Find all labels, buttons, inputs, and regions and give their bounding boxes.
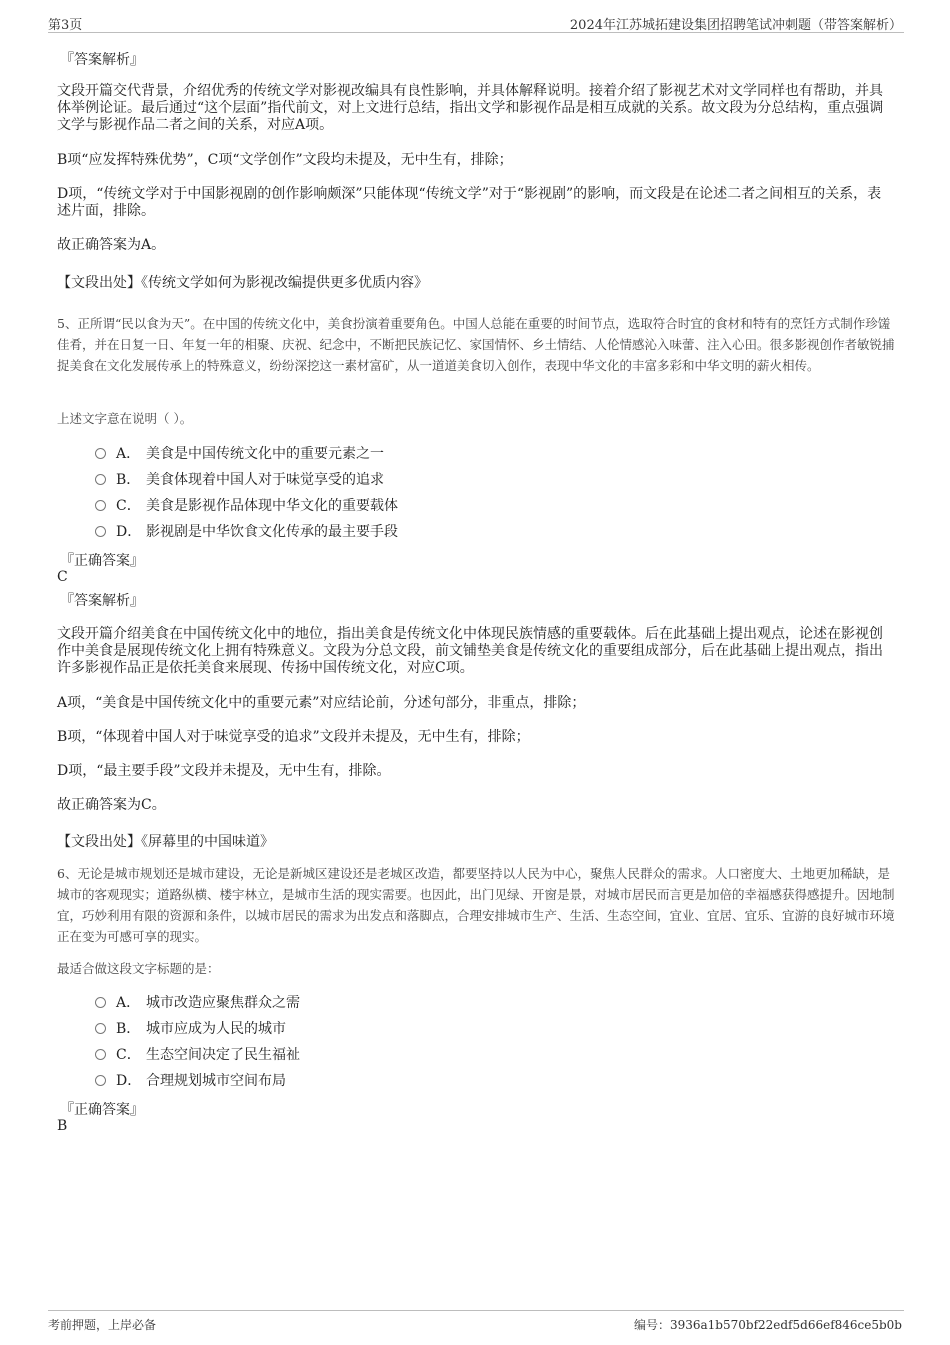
radio-icon[interactable] [95, 1049, 106, 1060]
correct-answer-label: 『正确答案』 [60, 553, 144, 569]
correct-answer: C [57, 569, 68, 585]
analysis-conclusion: 故正确答案为A。 [57, 237, 166, 253]
analysis-paragraph: B项，“体现着中国人对于味觉享受的追求”文段并未提及，无中生有，排除； [57, 729, 530, 745]
question-prompt: 最适合做这段文字标题的是： [57, 961, 220, 976]
page-number: 第3页 [48, 18, 83, 33]
option-b[interactable]: B． 美食体现着中国人对于味觉享受的追求 [95, 471, 384, 489]
analysis-paragraph: 文段开篇介绍美食在中国传统文化中的地位，指出美食是传统文化中体现民族情感的重要载体。后在此基础上提出观点，论述在影视创作中美食是展现传统文化上拥有特殊意义。文段为分总文段，前文铺垫美食是传统文化的重要组成部分，后在此基础上提出观点，指出许多影视作品正是依托美食来展现、传扬中国传统文化，对应C项。 [57, 626, 883, 676]
analysis-paragraph: A项，“美食是中国传统文化中的重要元素”对应结论前，分述句部分，非重点，排除； [57, 695, 586, 711]
analysis-paragraph: D项，“最主要手段”文段并未提及，无中生有，排除。 [57, 763, 391, 779]
correct-answer-label: 『正确答案』 [60, 1102, 144, 1118]
source-citation: 【文段出处】《传统文学如何为影视改编提供更多优质内容》 [57, 275, 428, 291]
option-c[interactable]: C． 生态空间决定了民生福祉 [95, 1046, 300, 1064]
document-title: 2024年江苏城拓建设集团招聘笔试冲刺题（带答案解析） [569, 18, 902, 33]
analysis-label: 『答案解析』 [60, 593, 144, 609]
analysis-paragraph: 文段开篇交代背景，介绍优秀的传统文学对影视改编具有良性影响，并具体解释说明。接着介绍了影视艺术对文学同样也有帮助，并具体举例论证。最后通过“这个层面”指代前文，对上文进行总结，指出文学和影视作品是相互成就的关系。故文段为分总结构，重点强调文学与影视作品二者之间的关系，对应A项。 [57, 83, 884, 133]
page-header [48, 14, 904, 33]
radio-icon[interactable] [95, 500, 106, 511]
document-id: 编号：3936a1b570bf22edf5d66ef846ce5b0b [633, 1318, 902, 1332]
option-a[interactable]: A． 城市改造应聚焦群众之需 [95, 994, 300, 1012]
radio-icon[interactable] [95, 997, 106, 1008]
page-footer [48, 1310, 904, 1335]
option-c[interactable]: C． 美食是影视作品体现中华文化的重要载体 [95, 497, 398, 515]
analysis-label: 『答案解析』 [60, 52, 144, 68]
footer-slogan: 考前押题，上岸必备 [48, 1318, 157, 1332]
option-b[interactable]: B． 城市应成为人民的城市 [95, 1020, 286, 1038]
analysis-conclusion: 故正确答案为C。 [57, 797, 166, 813]
source-citation: 【文段出处】《屏幕里的中国味道》 [57, 834, 274, 850]
radio-icon[interactable] [95, 474, 106, 485]
radio-icon[interactable] [95, 1075, 106, 1086]
correct-answer: B [57, 1118, 68, 1134]
radio-icon[interactable] [95, 1023, 106, 1034]
question-stem: 6、无论是城市规划还是城市建设，无论是新城区建设还是老城区改造，都要坚持以人民为中心，聚焦人民群众的需求。人口密度大、土地更加稀缺，是城市的客观现实；道路纵横、楼宇林立，是城市生活的现实需要。也因此，出门见绿、开窗是景，对城市居民而言更是加倍的幸福感获得感提升。因地制宜，巧妙利用有限的资源和条件，以城市居民的需求为出发点和落脚点，合理安排城市生产、生活、生态空间，宜业、宜居、宜乐、宜游的良好城市环境正在变为可感可享的现实。 [57, 866, 895, 944]
analysis-paragraph: B项“应发挥特殊优势”，C项“文学创作”文段均未提及，无中生有，排除； [57, 152, 513, 168]
question-prompt: 上述文字意在说明（ ）。 [57, 411, 193, 426]
analysis-paragraph: D项，“传统文学对于中国影视剧的创作影响颇深”只能体现“传统文学”对于“影视剧”的影响，而文段是在论述二者之间相互的关系，表述片面，排除。 [57, 186, 882, 219]
radio-icon[interactable] [95, 448, 106, 459]
option-d[interactable]: D． 合理规划城市空间布局 [95, 1072, 286, 1090]
option-d[interactable]: D． 影视剧是中华饮食文化传承的最主要手段 [95, 523, 398, 541]
radio-icon[interactable] [95, 526, 106, 537]
question-stem: 5、正所谓“民以食为天”。在中国的传统文化中，美食扮演着重要角色。中国人总能在重要的时间节点，选取符合时宜的食材和特有的烹饪方式制作珍馐佳肴，并在日复一日、年复一年的相聚、庆祝、纪念中，不断把民族记忆、家国情怀、乡土情结、人伦情感沁入味蕾、注入心田。很多影视创作者敏锐捕捉美食在文化发展传承上的特殊意义，纷纷深挖这一素材富矿，从一道道美食切入创作，表现中华文化的丰富多彩和中华文明的薪火相传。 [57, 316, 895, 373]
option-a[interactable]: A． 美食是中国传统文化中的重要元素之一 [95, 445, 384, 463]
